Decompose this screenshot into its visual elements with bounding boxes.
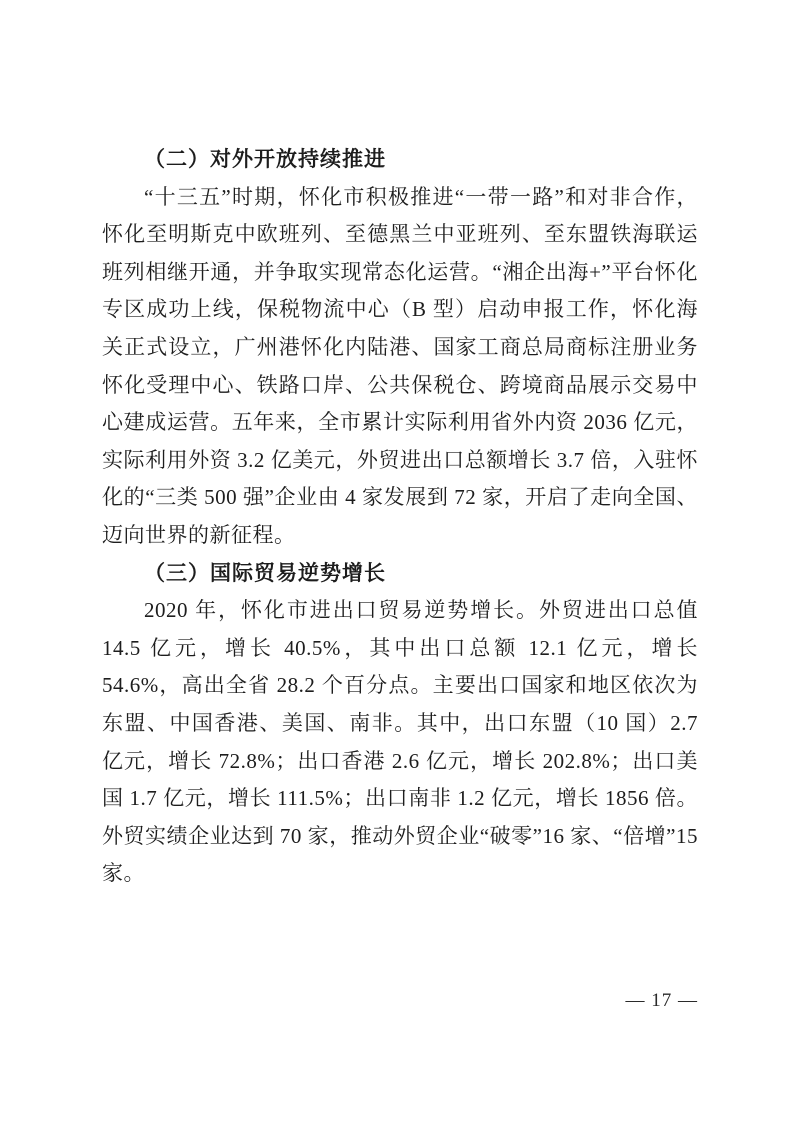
body-paragraph-opening-up: “十三五”时期，怀化市积极推进“一带一路”和对非合作，怀化至明斯克中欧班列、至德黑兰中亚班列、至东盟铁海联运班列相继开通，并争取实现常态化运营。“湘企出海+”平台怀化专区成功上线，保税物流中心（B 型）启动申报工作，怀化海关正式设立，广州港怀化内陆港、国家工商总局商标注册业务怀化受理中心、铁路口岸、公共保税仓、跨境商品展示交易中心建成运营。五年来，全市累计实际利用省外内资 2036 亿元，实际利用外资 3.2 亿美元，外贸进出口总额增长 3.7 倍，入驻怀化的“三类 500 强”企业由 4 家发展到 72 家，开启了走向全国、迈向世界的新征程。 [102, 184, 698, 547]
page-content [102, 141, 698, 893]
section-heading-2: （二）对外开放持续推进 [144, 147, 386, 171]
page-number: — 17 — [625, 990, 698, 1011]
section-heading-3: （三）国际贸易逆势增长 [144, 560, 386, 585]
body-paragraph-trade-growth: 2020 年，怀化市进出口贸易逆势增长。外贸进出口总值 14.5 亿元，增长 40.5%，其中出口总额 12.1 亿元，增长 54.6%，高出全省 28.2 个百分点。主要出口国家和地区依次为东盟、中国香港、美国、南非。其中，出口东盟（10 国）2.7 亿元，增长 72.8%；出口香港 2.6 亿元，增长 202.8%；出口美国 1.7 亿元，增长 111.5%；出口南非 1.2 亿元，增长 1856 倍。外贸实绩企业达到 70 家，推动外贸企业“破零”16 家、“倍增”15 家。 [102, 598, 698, 886]
